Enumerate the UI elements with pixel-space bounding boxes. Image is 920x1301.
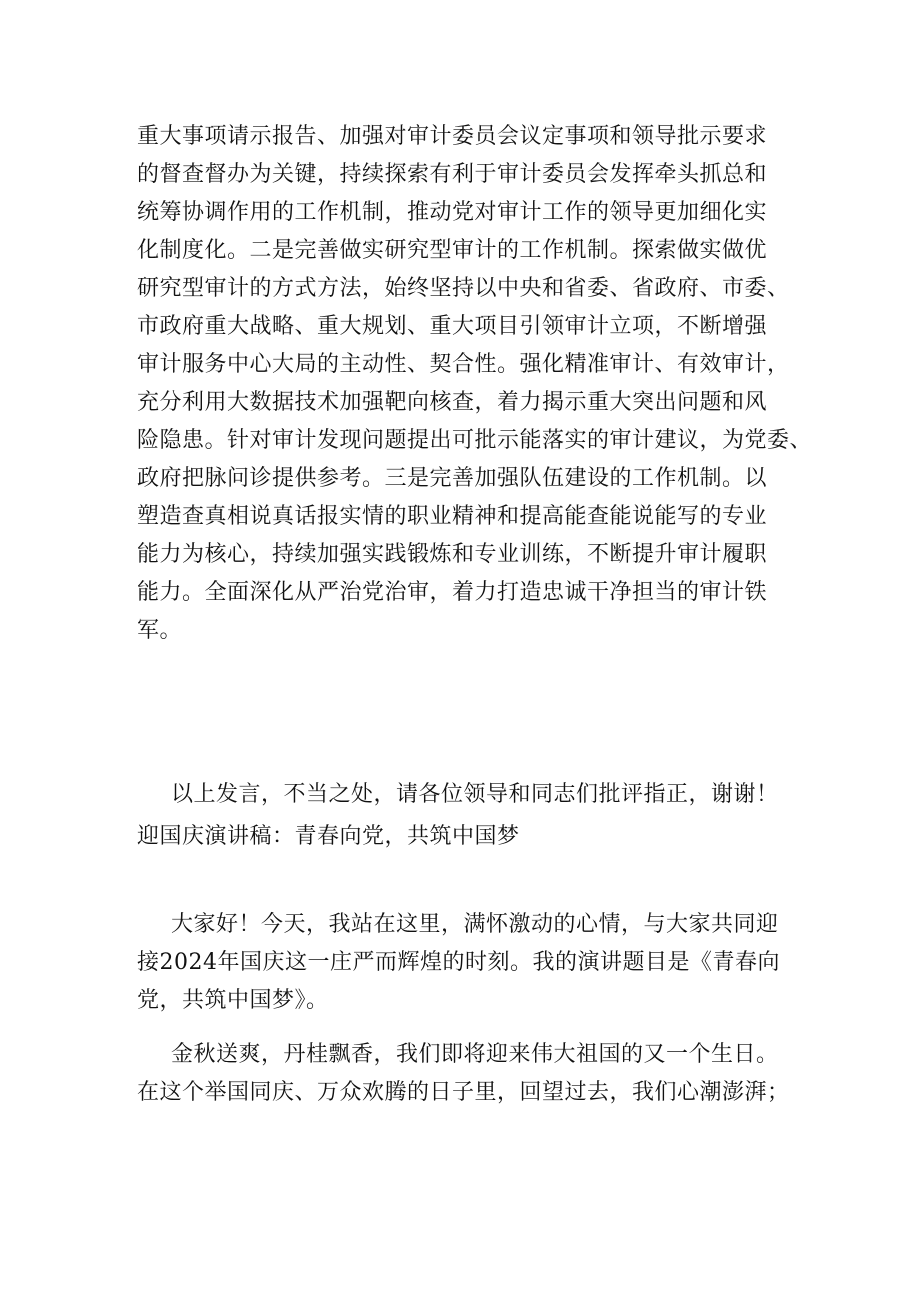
text-line: 能力为核心，持续加强实践锻炼和专业训练，不断提升审计履职 [137, 542, 768, 567]
speech-title-text: 迎国庆演讲稿：青春向党，共筑中国梦 [137, 824, 520, 849]
text-line: 接2024年国庆这一庄严而辉煌的时刻。我的演讲题目是《青春向 [137, 950, 780, 975]
paragraph-autumn [137, 1036, 797, 1112]
text-line: 塑造查真相说真话报实情的职业精神和提高能查能说能写的专业 [137, 504, 768, 529]
text-line: 统筹协调作用的工作机制，推动党对审计工作的领导更加细化实 [137, 200, 768, 225]
text-line: 军。 [137, 618, 183, 643]
text-line: 研究型审计的方式方法，始终坚持以中央和省委、省政府、市委、 [137, 276, 790, 301]
text-line: 险隐患。针对审计发现问题提出可批示能落实的审计建议，为党委、 [137, 428, 813, 453]
text-line: 市政府重大战略、重大规划、重大项目引领审计立项，不断增强 [137, 314, 768, 339]
text-line: 能力。全面深化从严治党治审，着力打造忠诚干净担当的审计铁 [137, 580, 768, 605]
text-line: 在这个举国同庆、万众欢腾的日子里，回望过去，我们心潮澎湃； [137, 1080, 790, 1105]
closing-remarks [137, 776, 797, 814]
paragraph-audit-mechanism [137, 118, 813, 650]
closing-line: 以上发言，不当之处，请各位领导和同志们批评指正，谢谢！ [171, 782, 779, 807]
text-line: 金秋送爽，丹桂飘香，我们即将迎来伟大祖国的又一个生日。 [171, 1042, 779, 1067]
text-line: 党，共筑中国梦》。 [137, 988, 329, 1013]
paragraph-greeting [137, 906, 797, 1020]
text-line: 化制度化。二是完善做实研究型审计的工作机制。探索做实做优 [137, 238, 768, 263]
text-line: 充分利用大数据技术加强靶向核查，着力揭示重大突出问题和风 [137, 390, 768, 415]
text-line: 政府把脉问诊提供参考。三是完善加强队伍建设的工作机制。以 [137, 466, 768, 491]
text-line: 的督查督办为关键，持续探索有利于审计委员会发挥牵头抓总和 [137, 162, 768, 187]
speech-title [137, 818, 797, 856]
text-line: 审计服务中心大局的主动性、契合性。强化精准审计、有效审计， [137, 352, 790, 377]
text-line: 重大事项请示报告、加强对审计委员会议定事项和领导批示要求 [137, 124, 768, 149]
text-line: 大家好！今天，我站在这里，满怀激动的心情，与大家共同迎 [171, 912, 779, 937]
